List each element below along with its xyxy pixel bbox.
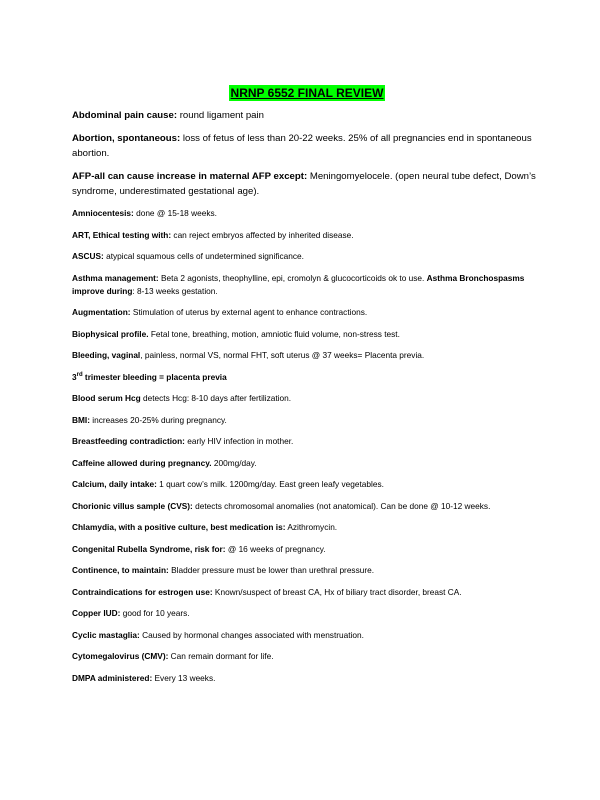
entry-definition: Caused by hormonal changes associated with menstruation. xyxy=(139,629,364,640)
list-item xyxy=(72,629,542,642)
list-item xyxy=(72,521,542,534)
entry-definition-secondary: : 8-13 weeks gestation. xyxy=(132,285,218,296)
entry-definition: round ligament pain xyxy=(177,110,264,121)
entry-definition: @ 16 weeks of pregnancy. xyxy=(225,543,326,554)
entry-term: ASCUS: xyxy=(72,251,104,261)
entry-definition: Meningomyelocele. (open neural tube defect, Down’s syndrome, underestimated gestational age). xyxy=(72,171,536,197)
review-list xyxy=(72,108,542,693)
entry-term: Blood serum Hcg xyxy=(72,393,141,403)
list-item xyxy=(72,564,542,577)
list-item xyxy=(72,207,542,220)
list-item xyxy=(72,349,542,362)
entry-definition: Stimulation of uterus by external agent to enhance contractions. xyxy=(130,307,368,317)
list-item xyxy=(72,672,542,685)
entry-definition: Fetal tone, breathing, motion, amniotic fluid volume, non-stress test. xyxy=(148,328,400,339)
list-item xyxy=(72,306,542,319)
entry-term: Augmentation: xyxy=(72,307,131,317)
entry-definition: detects chromosomal anomalies (not anatomical). Can be done @ 10-12 weeks. xyxy=(192,500,491,511)
entry-term: Chlamydia, with a positive culture, best medication is: xyxy=(72,522,286,532)
entry-term: Congenital Rubella Syndrome, risk for: xyxy=(72,543,226,554)
list-item xyxy=(72,229,542,242)
entry-term: Amniocentesis: xyxy=(72,208,134,218)
entry-term: Continence, to maintain: xyxy=(72,565,169,575)
entry-definition: Every 13 weeks. xyxy=(152,672,216,683)
list-item xyxy=(72,328,542,341)
list-item xyxy=(72,478,542,491)
entry-term-rest: trimester bleeding = placenta previa xyxy=(82,371,227,382)
list-item xyxy=(72,169,542,199)
entry-definition: detects Hcg: 8-10 days after fertilization. xyxy=(140,393,292,403)
list-item xyxy=(72,500,542,513)
entry-term: AFP-all can cause increase in maternal AFP except: xyxy=(72,171,308,182)
list-item xyxy=(72,392,542,405)
document-page xyxy=(72,0,542,800)
list-item xyxy=(72,457,542,470)
entry-term: DMPA administered: xyxy=(72,672,153,683)
list-item xyxy=(72,607,542,620)
list-item xyxy=(72,108,542,123)
entry-term-superscript: rd xyxy=(76,371,83,378)
list-item xyxy=(72,272,542,298)
entry-term: Caffeine allowed during pregnancy. xyxy=(72,457,212,468)
entry-term-secondary: Asthma Bronchospasms improve during xyxy=(72,272,525,296)
entry-term: Abortion, spontaneous: xyxy=(72,133,181,144)
entry-definition: early HIV infection in mother. xyxy=(184,436,294,446)
list-item xyxy=(72,250,542,263)
entry-definition: 200mg/day. xyxy=(211,457,257,468)
entry-definition: increases 20-25% during pregnancy. xyxy=(89,414,227,425)
entry-definition: Beta 2 agonists, theophylline, epi, cromolyn & glucocorticoids ok to use. xyxy=(158,272,427,283)
entry-definition: Bladder pressure must be lower than urethral pressure. xyxy=(168,565,375,575)
list-item xyxy=(72,543,542,556)
entry-definition: 1 quart cow’s milk. 1200mg/day. East green leafy vegetables. xyxy=(156,479,384,489)
page-title: NRNP 6552 FINAL REVIEW xyxy=(230,86,384,100)
entry-definition: atypical squamous cells of undetermined significance. xyxy=(103,251,304,261)
entry-term: BMI: xyxy=(72,414,90,425)
entry-definition: can reject embryos affected by inherited disease. xyxy=(171,229,354,240)
list-item xyxy=(72,131,542,161)
entry-term-number: 3 xyxy=(72,371,77,382)
list-item xyxy=(72,586,542,599)
entry-term: Contraindications for estrogen use: xyxy=(72,586,213,597)
entry-term: Bleeding, vaginal xyxy=(72,350,141,360)
entry-definition: Known/suspect of breast CA, Hx of biliary tract disorder, breast CA. xyxy=(212,586,462,597)
entry-term: Calcium, daily intake: xyxy=(72,479,157,489)
entry-definition: done @ 15-18 weeks. xyxy=(133,208,217,218)
entry-definition: , painless, normal VS, normal FHT, soft uterus @ 37 weeks= Placenta previa. xyxy=(140,350,425,360)
entry-term: Abdominal pain cause: xyxy=(72,110,178,121)
entry-term xyxy=(72,372,227,382)
entry-term: Cytomegalovirus (CMV): xyxy=(72,651,169,661)
list-item xyxy=(72,414,542,427)
entry-definition: Can remain dormant for life. xyxy=(168,651,274,661)
entry-term: Chorionic villus sample (CVS): xyxy=(72,500,193,511)
title-wrap xyxy=(72,84,542,102)
entry-definition: good for 10 years. xyxy=(120,608,190,618)
entry-term: Cyclic mastaglia: xyxy=(72,629,140,640)
entry-term: ART, Ethical testing with: xyxy=(72,229,172,240)
entry-definition: Azithromycin. xyxy=(285,522,338,532)
entry-term: Biophysical profile. xyxy=(72,328,149,339)
entry-definition: loss of fetus of less than 20-22 weeks. 25% of all pregnancies end in spontaneous abortion. xyxy=(72,133,532,159)
entry-term: Breastfeeding contradiction: xyxy=(72,436,185,446)
entry-term: Asthma management: xyxy=(72,272,159,283)
list-item xyxy=(72,650,542,663)
entry-term: Copper IUD: xyxy=(72,608,121,618)
list-item xyxy=(72,435,542,448)
list-item xyxy=(72,371,542,384)
